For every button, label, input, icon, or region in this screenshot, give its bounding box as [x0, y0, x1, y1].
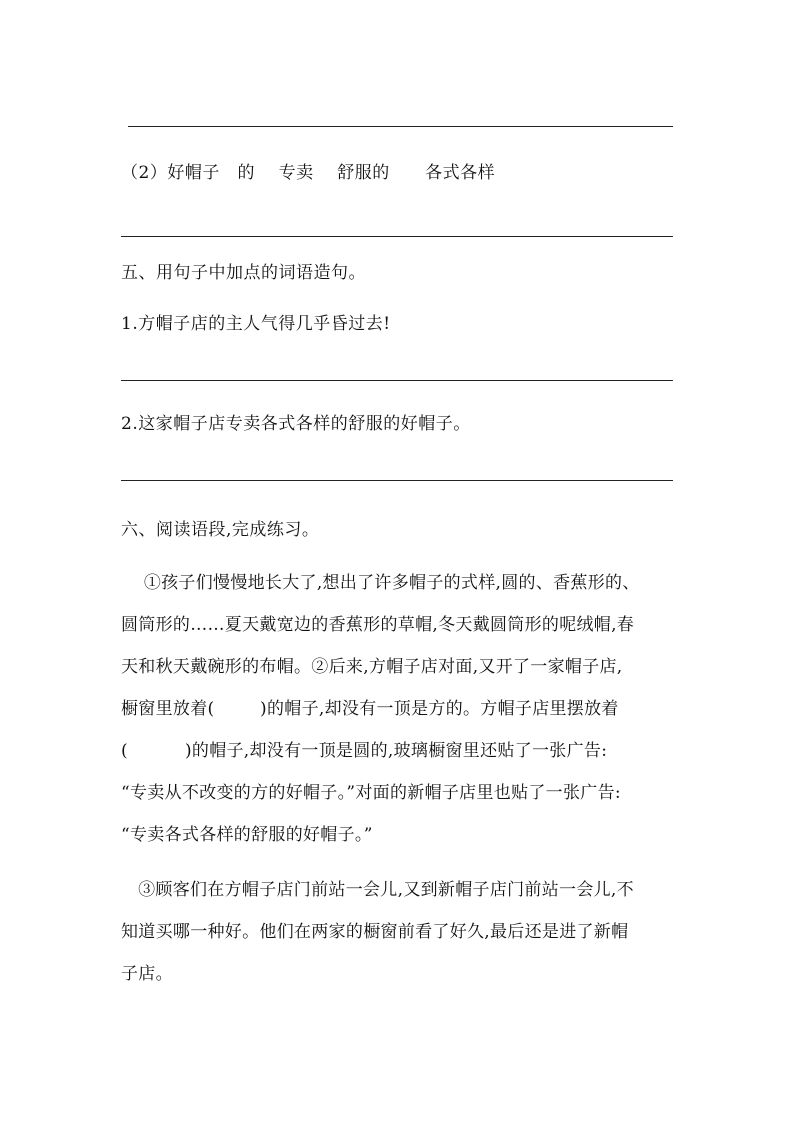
- section-5-question-1: 1.方帽子店的主人气得几乎昏过去!: [121, 314, 391, 334]
- passage-line: 子店。: [121, 964, 173, 984]
- answer-line-q2[interactable]: [121, 236, 673, 237]
- answer-line-top[interactable]: [128, 126, 673, 127]
- section-6-heading: 六、阅读语段,完成练习。: [121, 520, 320, 540]
- reading-passage-paragraph-2: [121, 880, 681, 1006]
- reading-passage-paragraph-1: [121, 573, 681, 867]
- section-5-question-2: 2.这家帽子店专卖各式各样的舒服的好帽子。: [121, 414, 471, 434]
- passage-line: “专卖各式各样的舒服的好帽子。”: [121, 825, 373, 845]
- passage-line: ①孩子们慢慢地长大了,想出了许多帽子的式样,圆的、香蕉形的、: [121, 573, 640, 593]
- answer-line-s5-q2[interactable]: [121, 480, 673, 481]
- passage-line: ③顾客们在方帽子店门前站一会儿,又到新帽子店门前站一会儿,不: [121, 880, 634, 900]
- section-5-heading: 五、用句子中加点的词语造句。: [121, 263, 366, 283]
- passage-line: 天和秋天戴碗形的布帽。②后来,方帽子店对面,又开了一家帽子店,: [121, 657, 623, 677]
- passage-line: “专卖从不改变的方的好帽子。”对面的新帽子店里也贴了一张广告:: [121, 783, 621, 803]
- passage-line-with-blank: 橱窗里放着( )的帽子,却没有一顶是方的。方帽子店里摆放着: [121, 699, 619, 719]
- word-list-q2: （2）好帽子 的 专卖 舒服的 各式各样: [121, 163, 496, 183]
- passage-line: 知道买哪一种好。他们在两家的橱窗前看了好久,最后还是进了新帽: [121, 922, 629, 942]
- passage-line-with-blank: ( )的帽子,却没有一顶是圆的,玻璃橱窗里还贴了一张广告:: [121, 741, 608, 761]
- answer-line-s5-q1[interactable]: [121, 380, 673, 381]
- passage-line: 圆筒形的……夏天戴宽边的香蕉形的草帽,冬天戴圆筒形的呢绒帽,春: [121, 615, 635, 635]
